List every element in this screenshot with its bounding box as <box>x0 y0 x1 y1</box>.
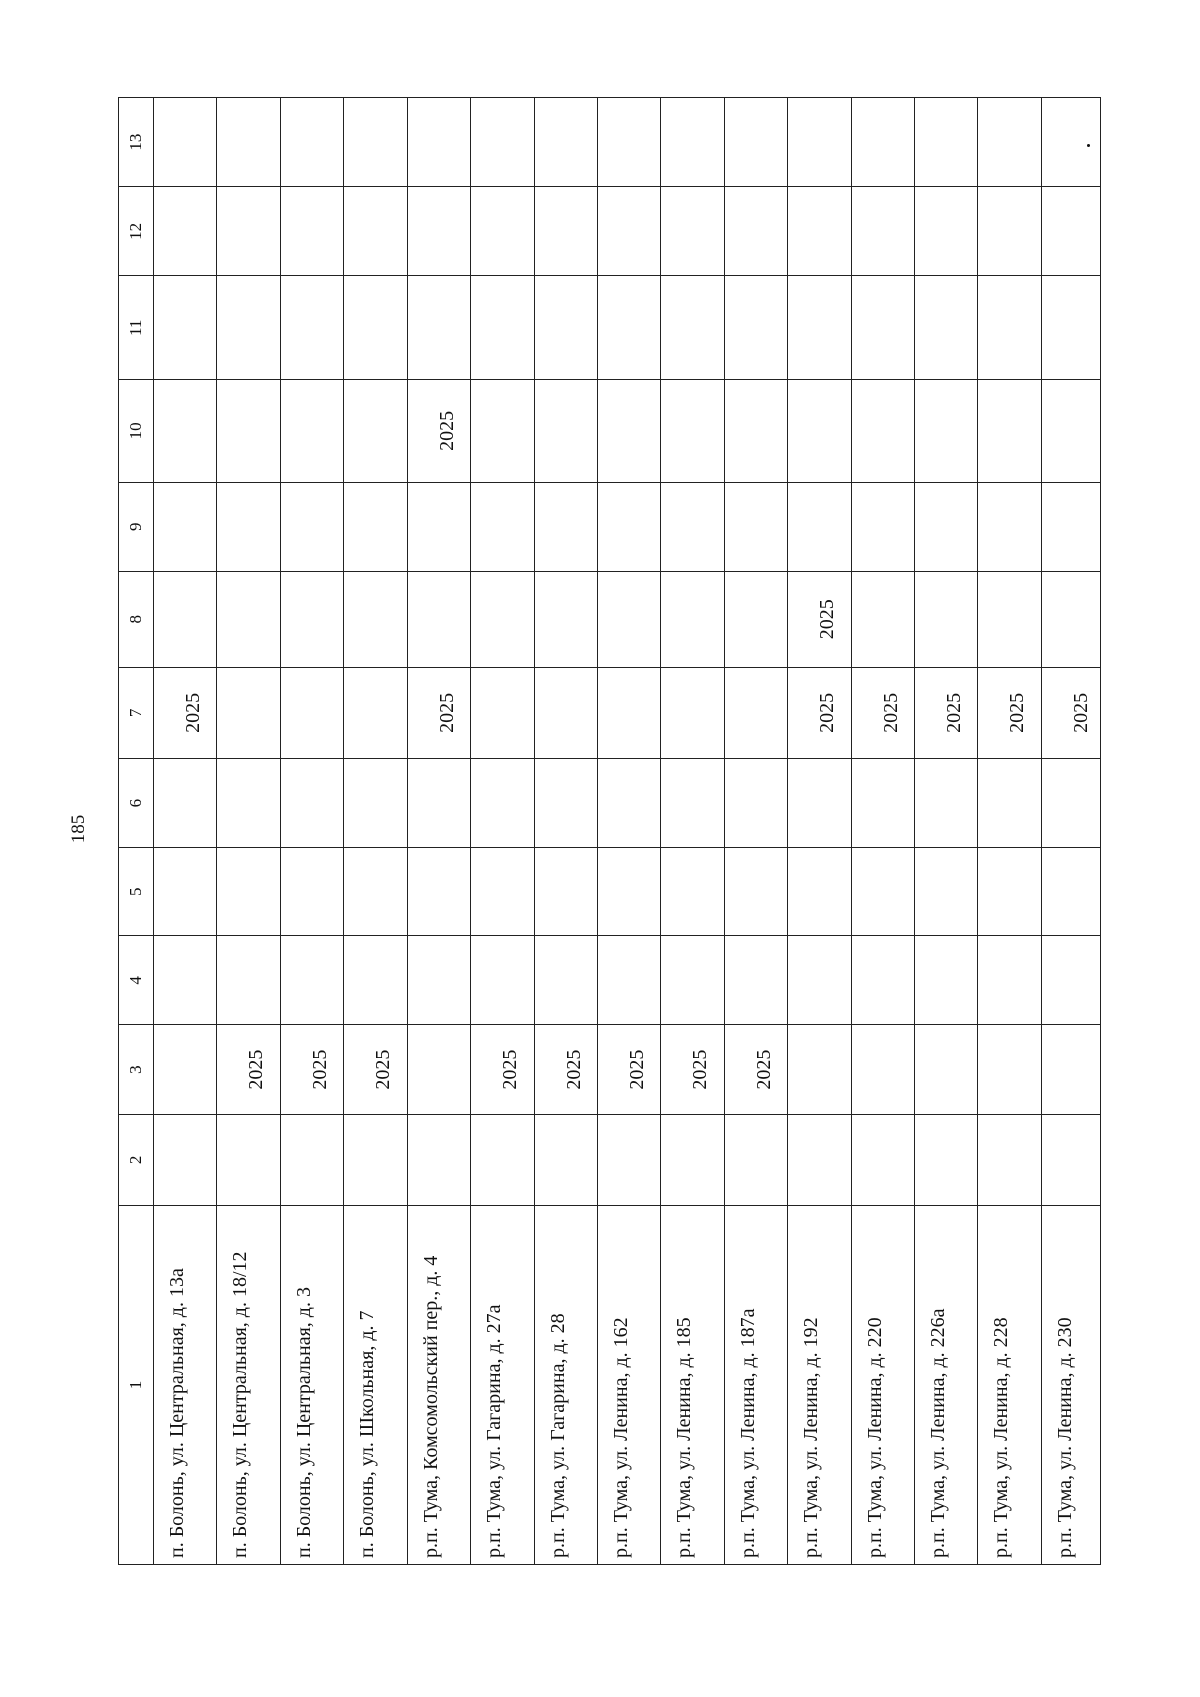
year-cell <box>915 848 978 936</box>
year-cell <box>344 848 407 936</box>
address-cell: р.п. Тума, ул. Ленина, д. 192 <box>788 1206 851 1565</box>
year-cell <box>661 1114 724 1205</box>
year-cell <box>217 667 280 758</box>
year-cell <box>915 98 978 187</box>
year-cell <box>597 571 660 667</box>
table-row <box>407 98 470 1565</box>
year-cell <box>724 187 787 276</box>
year-cell <box>217 276 280 380</box>
year-cell <box>978 98 1041 187</box>
year-cell <box>153 276 216 380</box>
column-number: 7 <box>119 667 154 758</box>
address-cell: п. Болонь, ул. Центральная, д. 13а <box>153 1206 216 1565</box>
year-cell <box>661 98 724 187</box>
year-cell <box>471 276 534 380</box>
column-number: 12 <box>119 187 154 276</box>
year-cell: 2025 <box>217 1025 280 1114</box>
year-cell <box>851 759 914 848</box>
table-row <box>978 98 1041 1565</box>
year-cell <box>1041 571 1100 667</box>
year-cell <box>851 482 914 571</box>
year-cell <box>788 98 851 187</box>
year-cell: 2025 <box>661 1025 724 1114</box>
year-cell <box>534 759 597 848</box>
table-row <box>471 98 534 1565</box>
address-cell: р.п. Тума, ул. Ленина, д. 162 <box>597 1206 660 1565</box>
year-cell <box>978 848 1041 936</box>
year-cell <box>407 187 470 276</box>
address-cell: р.п. Тума, ул. Ленина, д. 187а <box>724 1206 787 1565</box>
year-cell <box>597 187 660 276</box>
year-cell <box>788 936 851 1025</box>
year-cell <box>471 571 534 667</box>
address-cell: р.п. Тума, ул. Гагарина, д. 28 <box>534 1206 597 1565</box>
year-cell: 2025 <box>1041 667 1100 758</box>
year-cell <box>1041 482 1100 571</box>
table-row <box>597 98 660 1565</box>
address-cell: р.п. Тума, ул. Ленина, д. 226а <box>915 1206 978 1565</box>
year-cell <box>661 482 724 571</box>
year-cell <box>724 380 787 483</box>
year-cell <box>661 848 724 936</box>
year-cell <box>534 1114 597 1205</box>
year-cell <box>471 759 534 848</box>
address-cell: р.п. Тума, ул. Ленина, д. 185 <box>661 1206 724 1565</box>
year-cell <box>280 1114 343 1205</box>
year-cell <box>851 380 914 483</box>
year-cell <box>344 380 407 483</box>
year-cell <box>153 759 216 848</box>
year-cell <box>978 936 1041 1025</box>
year-cell <box>597 759 660 848</box>
year-cell: 2025 <box>788 571 851 667</box>
year-cell <box>280 380 343 483</box>
year-cell <box>661 187 724 276</box>
year-cell <box>724 98 787 187</box>
year-cell <box>851 571 914 667</box>
table-row <box>153 98 216 1565</box>
table-row <box>851 98 914 1565</box>
year-cell <box>280 759 343 848</box>
year-cell <box>217 848 280 936</box>
year-cell: 2025 <box>153 667 216 758</box>
year-cell <box>280 98 343 187</box>
year-cell <box>471 187 534 276</box>
year-cell <box>851 1025 914 1114</box>
year-cell <box>851 187 914 276</box>
year-cell <box>788 848 851 936</box>
year-cell <box>597 936 660 1025</box>
year-cell <box>344 667 407 758</box>
table-row <box>534 98 597 1565</box>
year-cell <box>1041 759 1100 848</box>
year-cell <box>407 936 470 1025</box>
column-number: 10 <box>119 380 154 483</box>
year-cell <box>534 482 597 571</box>
schedule-table <box>118 97 1101 1565</box>
year-cell <box>978 1114 1041 1205</box>
year-cell <box>280 276 343 380</box>
year-cell <box>915 571 978 667</box>
year-cell <box>471 936 534 1025</box>
address-cell: р.п. Тума, Комсомольский пер., д. 4 <box>407 1206 470 1565</box>
year-cell: 2025 <box>788 667 851 758</box>
year-cell <box>661 759 724 848</box>
year-cell <box>1041 276 1100 380</box>
year-cell <box>407 1025 470 1114</box>
year-cell <box>534 187 597 276</box>
year-cell <box>978 482 1041 571</box>
year-cell <box>153 98 216 187</box>
year-cell <box>788 1025 851 1114</box>
year-cell <box>661 380 724 483</box>
column-number: 2 <box>119 1114 154 1205</box>
year-cell <box>724 571 787 667</box>
page-number: 185 <box>68 814 89 844</box>
year-cell <box>597 276 660 380</box>
year-cell <box>978 380 1041 483</box>
year-cell <box>217 936 280 1025</box>
year-cell <box>471 380 534 483</box>
year-cell <box>597 848 660 936</box>
year-cell: 2025 <box>280 1025 343 1114</box>
year-cell <box>851 848 914 936</box>
year-cell <box>534 276 597 380</box>
year-cell <box>978 571 1041 667</box>
address-cell: р.п. Тума, ул. Ленина, д. 230 <box>1041 1206 1100 1565</box>
year-cell <box>788 380 851 483</box>
year-cell <box>661 571 724 667</box>
year-cell <box>915 380 978 483</box>
year-cell <box>661 667 724 758</box>
year-cell <box>788 276 851 380</box>
table-row <box>724 98 787 1565</box>
address-cell: р.п. Тума, ул. Ленина, д. 228 <box>978 1206 1041 1565</box>
year-cell <box>915 759 978 848</box>
year-cell <box>978 759 1041 848</box>
year-cell <box>471 848 534 936</box>
year-cell <box>280 482 343 571</box>
year-cell <box>407 482 470 571</box>
year-cell <box>344 936 407 1025</box>
year-cell <box>661 276 724 380</box>
year-cell <box>534 848 597 936</box>
address-cell: р.п. Тума, ул. Ленина, д. 220 <box>851 1206 914 1565</box>
table-row <box>344 98 407 1565</box>
year-cell <box>724 482 787 571</box>
year-cell <box>1041 936 1100 1025</box>
year-cell <box>1041 380 1100 483</box>
year-cell <box>978 187 1041 276</box>
year-cell <box>1041 848 1100 936</box>
year-cell <box>534 936 597 1025</box>
column-number: 5 <box>119 848 154 936</box>
column-number: 8 <box>119 571 154 667</box>
year-cell: 2025 <box>407 380 470 483</box>
year-cell <box>217 98 280 187</box>
year-cell <box>724 667 787 758</box>
year-cell <box>217 380 280 483</box>
year-cell <box>217 482 280 571</box>
year-cell <box>344 187 407 276</box>
year-cell <box>597 1114 660 1205</box>
year-cell <box>153 380 216 483</box>
year-cell <box>915 482 978 571</box>
year-cell <box>153 1025 216 1114</box>
address-cell: р.п. Тума, ул. Гагарина, д. 27а <box>471 1206 534 1565</box>
year-cell: 2025 <box>851 667 914 758</box>
schedule-table-rotated <box>118 97 1101 1565</box>
year-cell <box>407 571 470 667</box>
year-cell <box>851 276 914 380</box>
year-cell <box>153 848 216 936</box>
year-cell <box>280 667 343 758</box>
year-cell <box>153 187 216 276</box>
year-cell: 2025 <box>534 1025 597 1114</box>
column-number: 13 <box>119 98 154 187</box>
year-cell <box>407 1114 470 1205</box>
year-cell <box>344 1114 407 1205</box>
table-row <box>217 98 280 1565</box>
year-cell <box>597 667 660 758</box>
column-number: 4 <box>119 936 154 1025</box>
year-cell <box>534 98 597 187</box>
year-cell <box>788 759 851 848</box>
year-cell <box>407 276 470 380</box>
year-cell <box>153 1114 216 1205</box>
year-cell <box>534 571 597 667</box>
year-cell: 2025 <box>978 667 1041 758</box>
table-row <box>280 98 343 1565</box>
column-number: 9 <box>119 482 154 571</box>
year-cell <box>344 98 407 187</box>
year-cell <box>724 936 787 1025</box>
year-cell <box>597 482 660 571</box>
year-cell <box>978 276 1041 380</box>
year-cell <box>407 848 470 936</box>
year-cell <box>1041 1025 1100 1114</box>
year-cell <box>217 571 280 667</box>
year-cell <box>344 571 407 667</box>
year-cell <box>915 187 978 276</box>
year-cell <box>851 1114 914 1205</box>
year-cell <box>471 667 534 758</box>
column-number: 6 <box>119 759 154 848</box>
year-cell: 2025 <box>915 667 978 758</box>
year-cell <box>597 98 660 187</box>
year-cell <box>1041 98 1100 187</box>
year-cell <box>915 936 978 1025</box>
year-cell <box>788 482 851 571</box>
table-row <box>788 98 851 1565</box>
year-cell <box>471 1114 534 1205</box>
column-number: 1 <box>119 1206 154 1565</box>
year-cell <box>280 848 343 936</box>
column-number: 11 <box>119 276 154 380</box>
year-cell <box>407 98 470 187</box>
year-cell <box>534 380 597 483</box>
year-cell <box>407 759 470 848</box>
year-cell <box>597 380 660 483</box>
year-cell <box>153 936 216 1025</box>
year-cell <box>217 759 280 848</box>
column-number: 3 <box>119 1025 154 1114</box>
address-cell: п. Болонь, ул. Центральная, д. 18/12 <box>217 1206 280 1565</box>
year-cell <box>280 187 343 276</box>
table-row <box>1041 98 1100 1565</box>
year-cell <box>534 667 597 758</box>
year-cell <box>344 276 407 380</box>
year-cell: 2025 <box>344 1025 407 1114</box>
year-cell <box>153 482 216 571</box>
year-cell <box>280 571 343 667</box>
year-cell <box>788 1114 851 1205</box>
year-cell <box>344 482 407 571</box>
year-cell <box>471 482 534 571</box>
year-cell <box>915 1025 978 1114</box>
year-cell <box>915 276 978 380</box>
column-number-row <box>119 98 154 1565</box>
year-cell <box>978 1025 1041 1114</box>
year-cell <box>724 1114 787 1205</box>
year-cell <box>724 759 787 848</box>
year-cell: 2025 <box>407 667 470 758</box>
year-cell <box>788 187 851 276</box>
year-cell <box>851 936 914 1025</box>
year-cell <box>280 936 343 1025</box>
year-cell <box>344 759 407 848</box>
year-cell <box>217 1114 280 1205</box>
year-cell <box>1041 187 1100 276</box>
year-cell <box>153 571 216 667</box>
address-cell: п. Болонь, ул. Школьная, д. 7 <box>344 1206 407 1565</box>
table-row <box>661 98 724 1565</box>
year-cell <box>1041 1114 1100 1205</box>
year-cell <box>471 98 534 187</box>
year-cell: 2025 <box>597 1025 660 1114</box>
address-cell: п. Болонь, ул. Центральная, д. 3 <box>280 1206 343 1565</box>
year-cell <box>915 1114 978 1205</box>
year-cell: 2025 <box>724 1025 787 1114</box>
year-cell <box>851 98 914 187</box>
year-cell: 2025 <box>471 1025 534 1114</box>
year-cell <box>724 276 787 380</box>
year-cell <box>724 848 787 936</box>
year-cell <box>661 936 724 1025</box>
table-row <box>915 98 978 1565</box>
year-cell <box>217 187 280 276</box>
